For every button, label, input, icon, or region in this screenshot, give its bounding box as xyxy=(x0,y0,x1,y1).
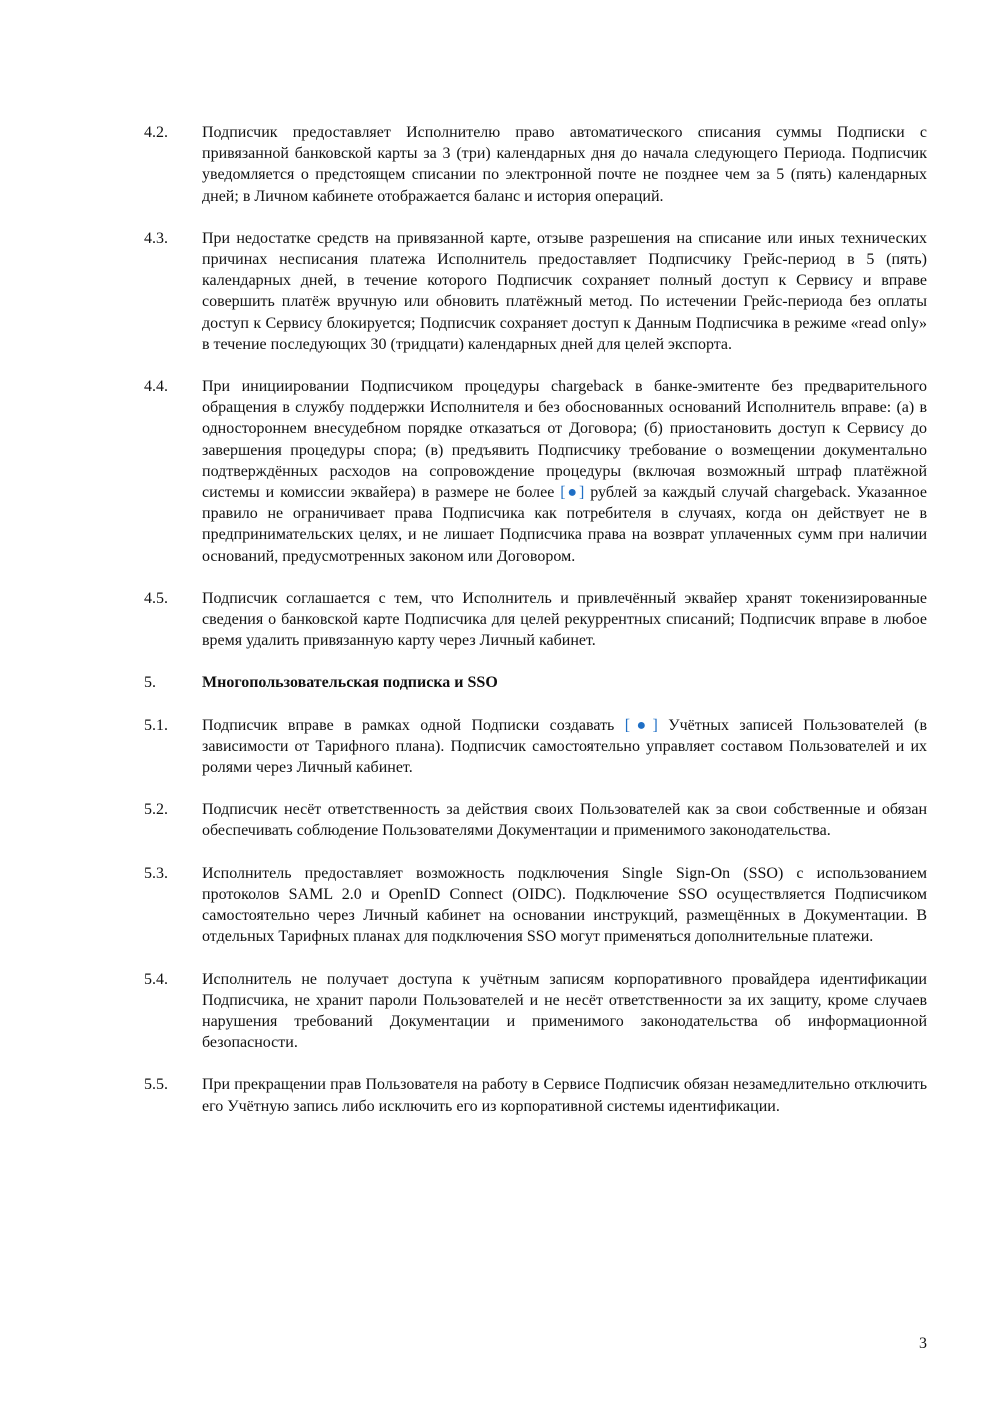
clause-5-5 xyxy=(144,1074,927,1116)
clause-number: 5.3. xyxy=(144,864,168,882)
clause-number: 5.4. xyxy=(144,970,168,988)
clause-text: Подписчик несёт ответственность за действия своих Пользователей как за свои собственные и обязан обеспечивать соблюдение Пользователями Документации и применимого законодательства. xyxy=(202,801,927,840)
clause-text: При недостатке средств на привязанной карте, отзыве разрешения на списание или иных технических причинах несписания платежа Исполнитель предоставляет Подписчику Грейс-период в 5 (пять) календарных дней, в течение которого Подписчик сохраняет полный доступ к Сервису и вправе совершить платёж вручную или обновить платёжный метод. По истечении Грейс-периода без оплаты доступ к Сервису блокируется; Подписчик сохраняет доступ к Данным Подписчика в режиме «read only» в течение последующих 30 (тридцати) календарных дней для целей экспорта. xyxy=(202,229,927,353)
clause-4-2 xyxy=(144,122,927,207)
clause-text: Подписчик соглашается с тем, что Исполнитель и привлечённый эквайер хранят токенизированные сведения о банковской карте Подписчика для целей рекуррентных списаний; Подписчик вправе в любое время удалить привязанную карту через Личный кабинет. xyxy=(202,589,927,650)
clause-5-4 xyxy=(144,969,927,1054)
clause-text-part: Учётных записей Пользователей (в зависимости от Тарифного плана). Подписчик самостоятельно управляет составом Пользователей и их ролями через Личный кабинет. xyxy=(202,716,928,777)
clause-text: При прекращении прав Пользователя на работу в Сервисе Подписчик обязан незамедлительно отключить его Учётную запись либо исключить его из корпоративной системы идентификации. xyxy=(202,1076,927,1115)
clause-text-part: рублей за каждый случай chargeback. Указанное правило не ограничивает права Подписчика как потребителя в случаях, когда он действует не в предпринимательских целях, и не лишает Подписчика права на возврат уплаченных сумм при наличии оснований, предусмотренных законом или Договором. xyxy=(202,484,927,565)
clause-text: Подписчик предоставляет Исполнителю право автоматического списания суммы Подписки с привязанной банковской карты за 3 (три) календарных дня до начала следующего Периода. Подписчик уведомляется о предстоящем списании по электронной почте не позднее чем за 5 (пять) календарных дней; в Личном кабинете отображается баланс и история операций. xyxy=(202,124,927,205)
clause-text: Исполнитель не получает доступа к учётным записям корпоративного провайдера идентификации Подписчика, не хранит пароли Пользователей и не несёт ответственности за их защиту, кроме случаев нарушения требований Документации и применимого законодательства об информационной безопасности. xyxy=(202,970,927,1052)
placeholder-marker: [●] xyxy=(560,484,585,502)
clause-4-5 xyxy=(144,588,927,652)
clause-text-part: При инициировании Подписчиком процедуры chargeback в банке-эмитенте без предварительного обращения в службу поддержки Исполнителя и без обоснованных оснований Исполнитель вправе: (а) в одностороннем внесудебном порядке отказаться от Договора; (б) приостановить доступ к Сервису до завершения процедуры спора; (в) предъявить Подписчику требование о возмещении документально подтверждённых расходов на сопровождение процедуры (включая возможный штраф платёжной системы и комиссии эквайера) в размере не более xyxy=(202,378,927,502)
clause-5-1 xyxy=(144,715,927,779)
document-body xyxy=(144,122,927,1138)
clause-number: 4.4. xyxy=(144,378,168,396)
section-number: 5. xyxy=(144,674,156,692)
clause-text xyxy=(202,715,927,779)
clause-4-4 xyxy=(144,376,927,567)
section-heading-5 xyxy=(144,672,927,693)
clause-number: 5.5. xyxy=(144,1076,168,1094)
clause-text xyxy=(202,376,927,567)
clause-text: Исполнитель предоставляет возможность подключения Single Sign-On (SSO) с использованием протоколов SAML 2.0 и OpenID Connect (OIDC). Подключение SSO осуществляется Подписчиком самостоятельно через Личный кабинет на основании инструкций, размещённых в Документации. В отдельных Тарифных планах для подключения SSO могут применяться дополнительные платежи. xyxy=(202,864,927,946)
clause-number: 4.2. xyxy=(144,124,168,141)
section-title: Многопользовательская подписка и SSO xyxy=(202,674,498,692)
clause-number: 5.1. xyxy=(144,716,168,734)
clause-5-2 xyxy=(144,799,927,841)
page-number: 3 xyxy=(919,1335,927,1352)
clause-number: 4.3. xyxy=(144,229,168,247)
clause-5-3 xyxy=(144,863,927,948)
clause-text-part: Подписчик вправе в рамках одной Подписки создавать xyxy=(202,716,615,734)
clause-number: 4.5. xyxy=(144,589,168,607)
clause-number: 5.2. xyxy=(144,801,168,819)
placeholder-marker: [●] xyxy=(624,716,658,734)
clause-4-3 xyxy=(144,228,927,355)
